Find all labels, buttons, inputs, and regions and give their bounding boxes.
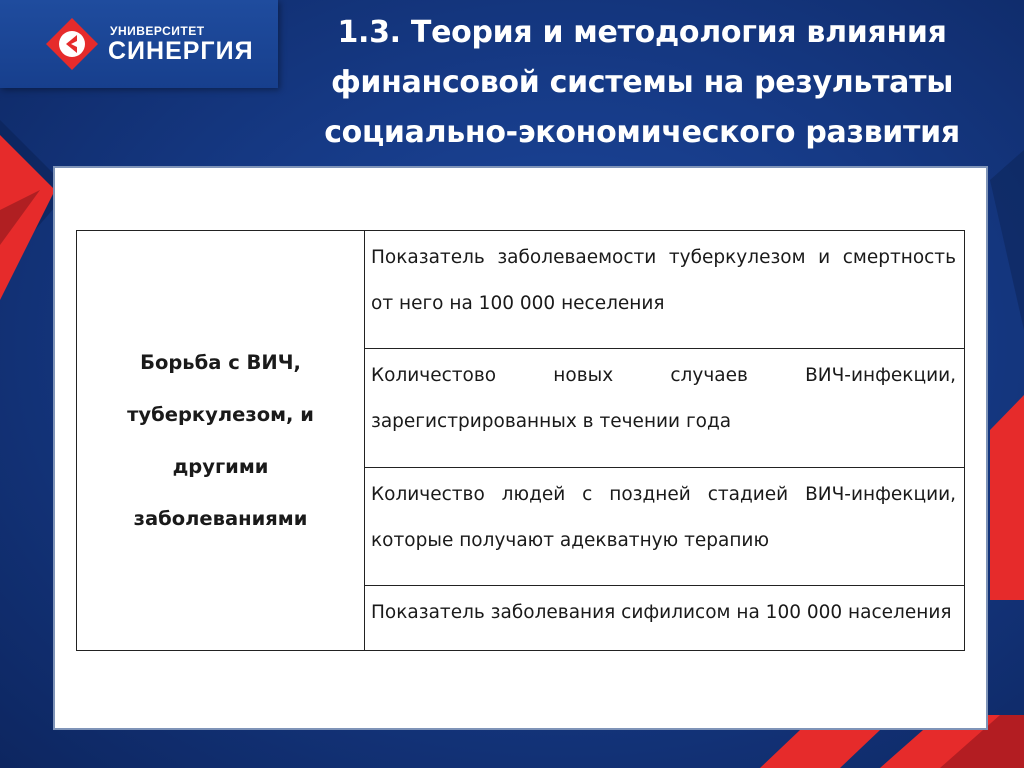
title-line-1: 1.3. Теория и методология влияния bbox=[337, 15, 947, 50]
logo-university-text: УНИВЕРСИТЕТ bbox=[110, 24, 205, 38]
indicators-table bbox=[76, 230, 965, 651]
title-line-2: финансовой системы на результаты bbox=[330, 65, 954, 100]
table-row bbox=[77, 231, 965, 349]
indicator-text: Количестово новых случаев ВИЧ-инфекции, зарегистрированных в течении года bbox=[371, 365, 956, 433]
category-label: Борьба с ВИЧ, туберкулезом, и другими заболеваниями bbox=[127, 350, 314, 530]
synergy-logo-icon bbox=[44, 16, 100, 72]
logo-block[interactable] bbox=[0, 0, 278, 88]
indicator-cell bbox=[365, 231, 965, 349]
category-cell bbox=[77, 231, 365, 651]
title-line-3: социально-экономического развития bbox=[324, 115, 960, 150]
indicator-cell bbox=[365, 467, 965, 585]
indicator-text: Показатель заболеваемости туберкулезом и смертность от него на 100 000 неселения bbox=[371, 247, 956, 314]
slide-title bbox=[292, 8, 992, 158]
indicator-text: Количество людей с поздней стадией ВИЧ-инфекции, которые получают адекватную терапию bbox=[371, 483, 956, 551]
indicator-text: Показатель заболевания сифилисом на 100 000 населения bbox=[371, 602, 952, 624]
indicator-cell bbox=[365, 586, 965, 651]
indicator-cell bbox=[365, 349, 965, 467]
logo-synergy-text: СИНЕРГИЯ bbox=[108, 37, 254, 65]
